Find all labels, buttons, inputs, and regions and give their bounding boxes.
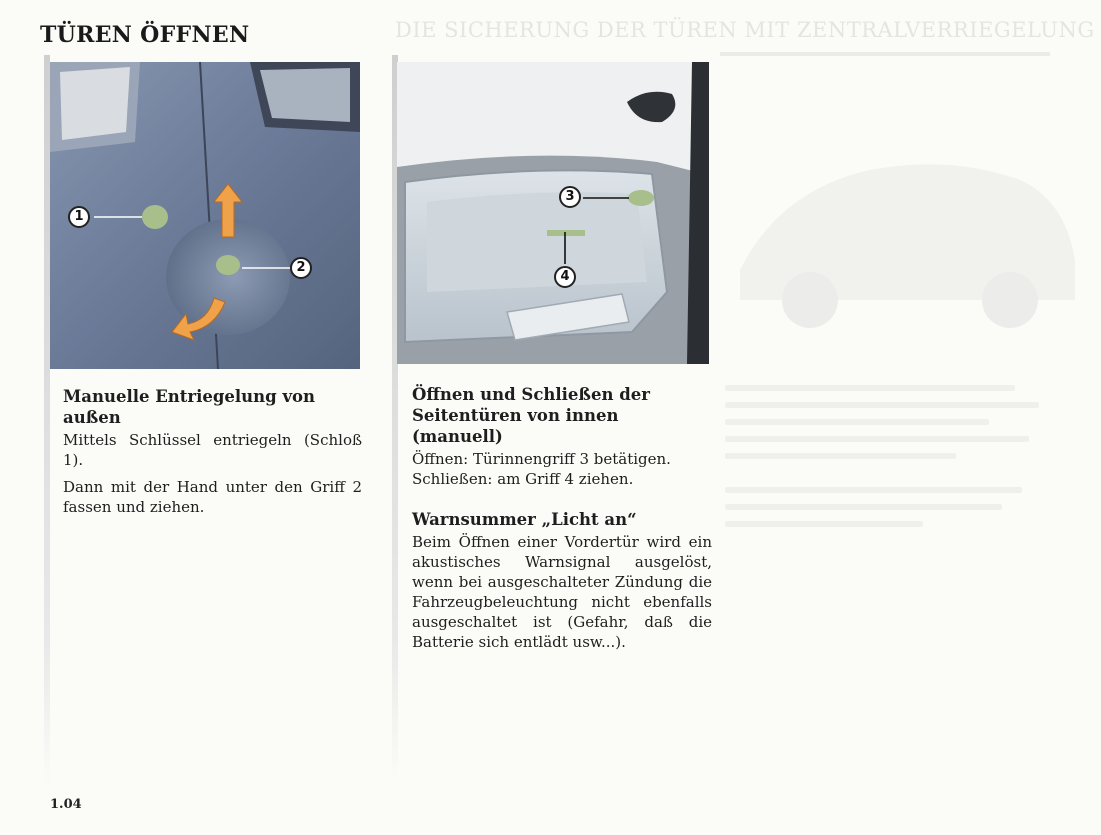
figure-door-inside [397, 62, 709, 364]
section-paragraph: Schließen: am Griff 4 ziehen. [412, 470, 634, 488]
callout-3: 3 [559, 186, 581, 208]
callout-2: 2 [290, 257, 312, 279]
callout-1: 1 [68, 206, 90, 228]
callout-4: 4 [554, 266, 576, 288]
figure-door-outside [50, 62, 360, 369]
show-through-car-illustration [720, 70, 1080, 330]
section-heading: Warnsummer „Licht an“ [412, 510, 637, 529]
section-open-close-inside [412, 384, 712, 496]
section-paragraph: Dann mit der Hand unter den Griff 2 fassen und ziehen. [63, 478, 362, 516]
section-paragraph: Beim Öffnen einer Vordertür wird ein akustisches Warnsignal ausgelöst, wenn bei ausgeschalteter Zündung die Fahrzeugbeleuchtung nicht ebenfalls ausgeschaltet ist (Gefahr, daß die Batterie sich entlädt usw...). [412, 533, 712, 651]
show-through-rule [720, 52, 1050, 56]
section-heading: Manuelle Entriegelung von außen [63, 387, 316, 427]
show-through-title: DIE SICHERUNG DER TÜREN MIT ZENTRALVERRIEGELUNG [395, 18, 1095, 42]
section-paragraph: Mittels Schlüssel entriegeln (Schloß 1). [63, 431, 362, 469]
section-paragraph: Öffnen: Türinnengriff 3 betätigen. [412, 450, 671, 468]
page-number: 1.04 [50, 797, 82, 812]
section-heading: Öffnen und Schließen der Seitentüren von innen (manuell) [412, 385, 650, 446]
section-lights-on-warning [412, 509, 712, 659]
section-manual-unlock-outside [63, 386, 362, 524]
show-through-text [725, 385, 1055, 538]
page-title: TÜREN ÖFFNEN [40, 22, 250, 48]
